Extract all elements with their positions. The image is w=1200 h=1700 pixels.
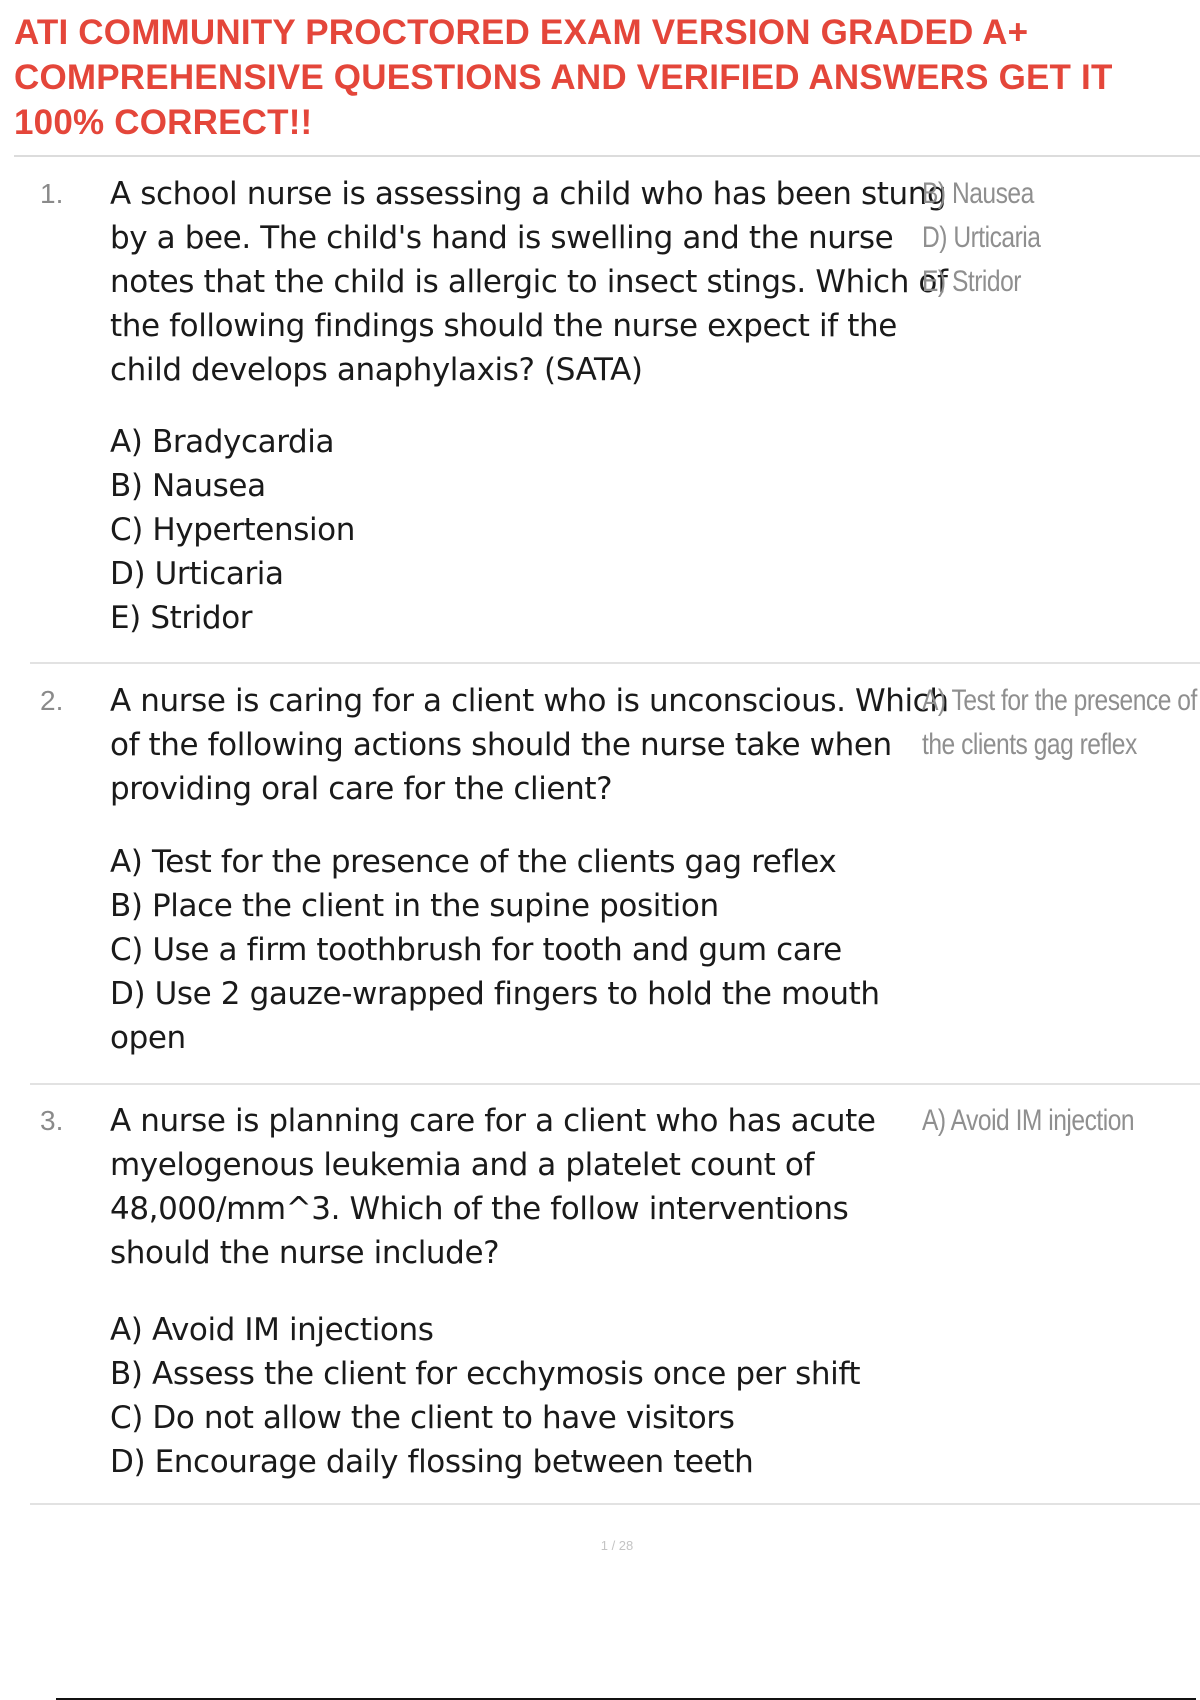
question-number: 3. [40,1105,64,1136]
question-card-1 [30,172,1200,664]
title-divider [14,155,1200,157]
option-item: B) Place the client in the supine position [110,888,719,924]
page-indicator: 1 / 28 [600,1538,634,1553]
question-card-2 [30,679,1200,1085]
option-item: D) Use 2 gauze-wrapped fingers to hold the mouth open [110,976,880,1056]
option-item: A) Test for the presence of the clients gag reflex [110,844,837,880]
correct-answers [922,679,1200,767]
question-card-3 [30,1099,1200,1505]
option-item: E) Stridor [110,600,253,636]
question-text: A nurse is planning care for a client who has acute myelogenous leukemia and a platelet count of 48,000/mm^3. Which of the follow interventions should the nurse include? [110,1103,876,1271]
correct-answers [922,172,1200,304]
answer-item: B) Nausea [922,177,1034,210]
question-number: 2. [40,685,64,716]
option-item: D) Urticaria [110,556,284,592]
option-item: A) Avoid IM injections [110,1312,434,1348]
option-item: C) Use a firm toothbrush for tooth and gum care [110,932,842,968]
answer-options [110,840,950,1060]
question-text: A school nurse is assessing a child who has been stung by a bee. The child's hand is swelling and the nurse notes that the child is allergic to insect stings. Which of the following findings should the nurse expect if the child develops anaphylaxis? (SATA) [110,176,948,388]
answer-item: E) Stridor [922,265,1021,298]
option-item: D) Encourage daily flossing between teeth [110,1444,754,1480]
answer-item: D) Urticaria [922,221,1041,254]
option-item: A) Bradycardia [110,424,335,460]
option-item: C) Do not allow the client to have visitors [110,1400,735,1436]
answer-options [110,1308,950,1484]
question-number: 1. [40,178,64,209]
answer-item: A) Test for the presence of the clients gag reflex [922,684,1197,761]
answer-options [110,420,950,640]
option-item: B) Assess the client for ecchymosis once per shift [110,1356,861,1392]
option-item: B) Nausea [110,468,266,504]
answer-item: A) Avoid IM injection [922,1104,1135,1137]
correct-answers [922,1099,1200,1143]
option-item: C) Hypertension [110,512,355,548]
document-title: ATI COMMUNITY PROCTORED EXAM VERSION GRADED A+ COMPREHENSIVE QUESTIONS AND VERIFIED ANSWERS GET IT 100% CORRECT!! [14,13,1113,142]
question-text: A nurse is caring for a client who is unconscious. Which of the following actions should the nurse take when providing oral care for the client? [110,683,949,807]
